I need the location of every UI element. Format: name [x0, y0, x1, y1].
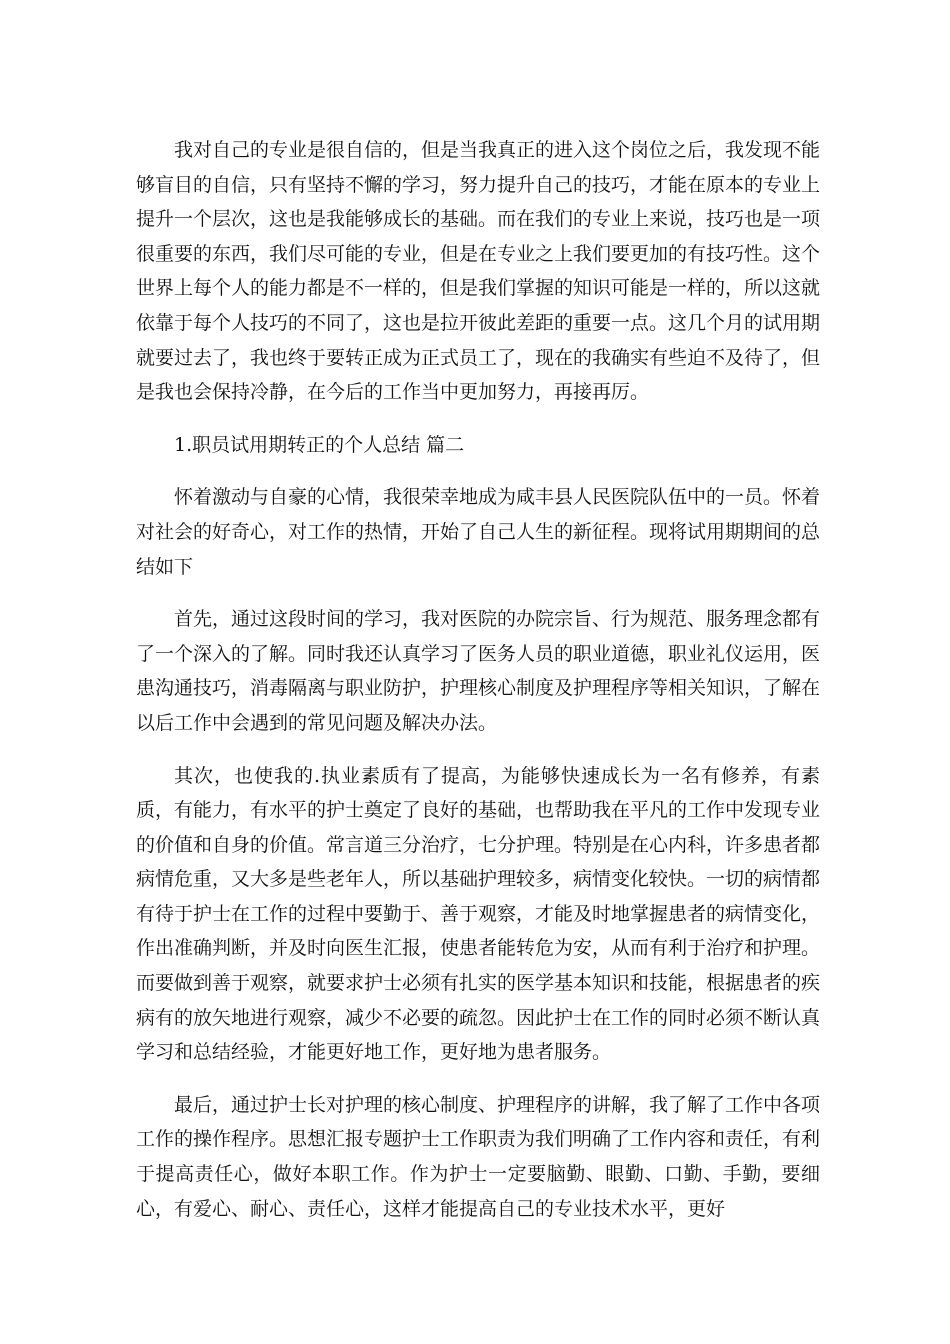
section-heading: 1.职员试用期转正的个人总结 篇二 — [174, 433, 465, 456]
paragraph-second: 其次，也使我的.执业素质有了提高，为能够快速成长为一名有修养，有素质，有能力，有水平的护士奠定了良好的基础，也帮助我在平凡的工作中发现专业的价值和自身的价值。常言道三分治疗，七分护理。特别是在心内科，许多患者都病情危重，又大多是些老年人，所以基础护理较多，病情变化较快。一切的病情都有待于护士在工作的过程中要勤于、善于观察，才能及时地掌握患者的病情变化，作出准确判断，并及时向医生汇报，使患者能转危为安，从而有利于治疗和护理。而要做到善于观察，就要求护士必须有扎实的医学基本知识和技能，根据患者的疾病有的放矢地进行观察，减少不必要的疏忽。因此护士在工作的同时必须不断认真学习和总结经验，才能更好地工作，更好地为患者服务。 — [136, 764, 821, 1064]
document-body — [136, 133, 820, 1226]
paragraph-first: 首先，通过这段时间的学习，我对医院的办院宗旨、行为规范、服务理念都有了一个深入的了解。同时我还认真学习了医务人员的职业道德，职业礼仪运用，医患沟通技巧，消毒隔离与职业防护，护理核心制度及护理程序等相关知识，了解在以后工作中会遇到的常见问题及解决办法。 — [136, 608, 821, 734]
paragraph-confidence-in-skills: 我对自己的专业是很自信的，但是当我真正的进入这个岗位之后，我发现不能够盲目的自信，只有坚持不懈的学习，努力提升自己的技巧，才能在原本的专业上提升一个层次，这也是我能够成长的基础。而在我们的专业上来说，技巧也是一项很重要的东西，我们尽可能的专业，但是在专业之上我们要更加的有技巧性。这个世界上每个人的能力都是不一样的，但是我们掌握的知识可能是一样的，所以这就依靠于每个人技巧的不同了，这也是拉开彼此差距的重要一点。这几个月的试用期就要过去了，我也终于要转正成为正式员工了，现在的我确实有些迫不及待了，但是我也会保持冷静，在今后的工作当中更加努力，再接再厉。 — [136, 139, 821, 404]
paragraph-introduction: 怀着激动与自豪的心情，我很荣幸地成为咸丰县人民医院队伍中的一员。怀着对社会的好奇心，对工作的热情，开始了自己人生的新征程。现将试用期期间的总结如下 — [136, 486, 821, 578]
paragraph-last: 最后，通过护士长对护理的核心制度、护理程序的讲解，我了解了工作中各项工作的操作程序。思想汇报专题护士工作职责为我们明确了工作内容和责任，有利于提高责任心，做好本职工作。作为护士一定要脑勤、眼勤、口勤、手勤，要细心，有爱心、耐心、责任心，这样才能提高自己的专业技术水平，更好 — [136, 1093, 821, 1220]
